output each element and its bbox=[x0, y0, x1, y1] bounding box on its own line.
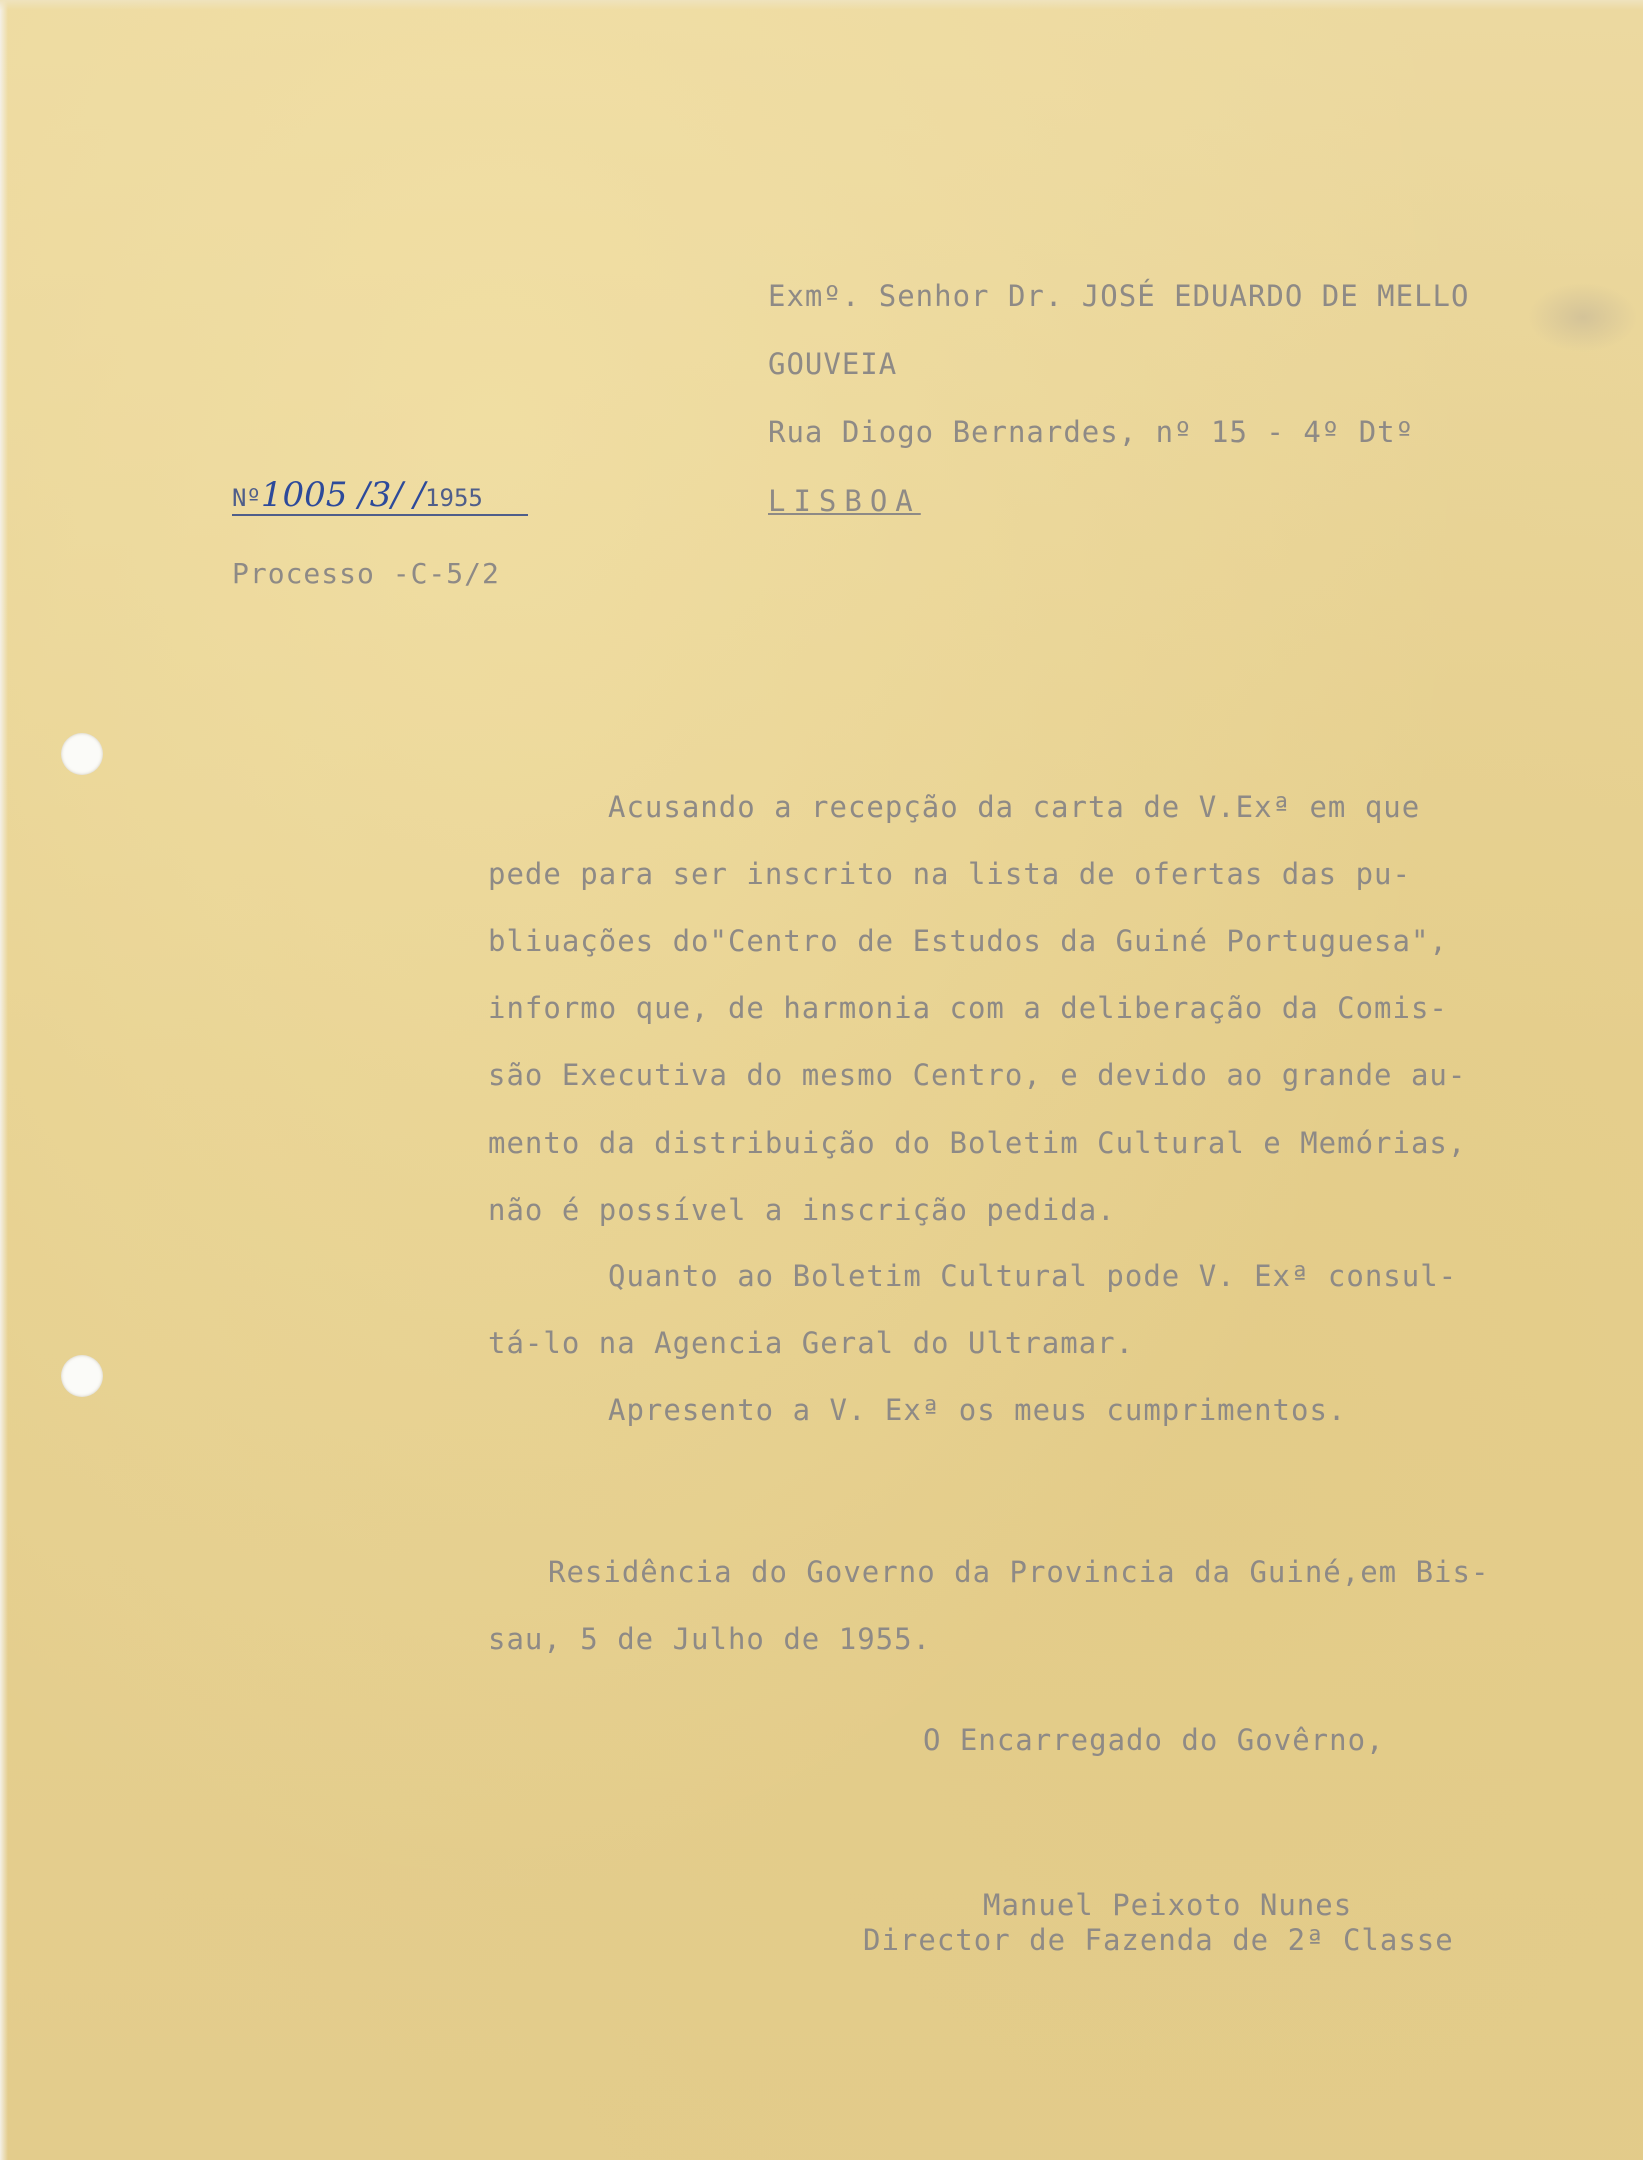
reference-handwritten-number: 1005 /3/ / bbox=[260, 475, 426, 515]
body-line: Acusando a recepção da carta de V.Exª em que bbox=[608, 790, 1421, 824]
addressee-street: Rua Diogo Bernardes, nº 15 - 4º Dtº bbox=[768, 415, 1415, 449]
body-line: mento da distribuição do Boletim Cultural e Memórias, bbox=[488, 1126, 1467, 1160]
body-line: não é possível a inscrição pedida. bbox=[488, 1193, 1116, 1227]
body-line: pede para ser inscrito na lista de ofertas das pu- bbox=[488, 857, 1411, 891]
addressee-city: LISBOA bbox=[768, 484, 921, 518]
place-date-line: Residência do Governo da Provincia da Guiné,em Bis- bbox=[548, 1555, 1490, 1589]
reference-year: 1955 bbox=[425, 484, 483, 512]
place-date-line: sau, 5 de Julho de 1955. bbox=[488, 1622, 932, 1656]
punch-hole-top bbox=[61, 733, 103, 775]
reference-number bbox=[232, 475, 528, 516]
body-line: tá-lo na Agencia Geral do Ultramar. bbox=[488, 1326, 1135, 1360]
signatory-name: Manuel Peixoto Nunes bbox=[983, 1888, 1353, 1922]
signatory-title: Director de Fazenda de 2ª Classe bbox=[863, 1923, 1454, 1957]
body-line: são Executiva do mesmo Centro, e devido ao grande au- bbox=[488, 1058, 1467, 1092]
body-line: Apresento a V. Exª os meus cumprimentos. bbox=[608, 1393, 1347, 1427]
paper-edge bbox=[0, 0, 8, 2160]
addressee-name: Exmº. Senhor Dr. JOSÉ EDUARDO DE MELLO bbox=[768, 279, 1470, 313]
body-line: Quanto ao Boletim Cultural pode V. Exª consul- bbox=[608, 1259, 1458, 1293]
closing-formula: O Encarregado do Govêrno, bbox=[923, 1723, 1385, 1757]
addressee-surname: GOUVEIA bbox=[768, 347, 898, 381]
paper-edge-top bbox=[0, 0, 1643, 10]
paper-stain bbox=[1528, 282, 1638, 352]
body-line: bliuações do"Centro de Estudos da Guiné Portuguesa", bbox=[488, 924, 1448, 958]
process-reference: Processo -C-5/2 bbox=[232, 557, 500, 590]
body-line: informo que, de harmonia com a deliberação da Comis- bbox=[488, 991, 1448, 1025]
punch-hole-bottom bbox=[61, 1355, 103, 1397]
reference-prefix: Nº bbox=[232, 484, 261, 512]
